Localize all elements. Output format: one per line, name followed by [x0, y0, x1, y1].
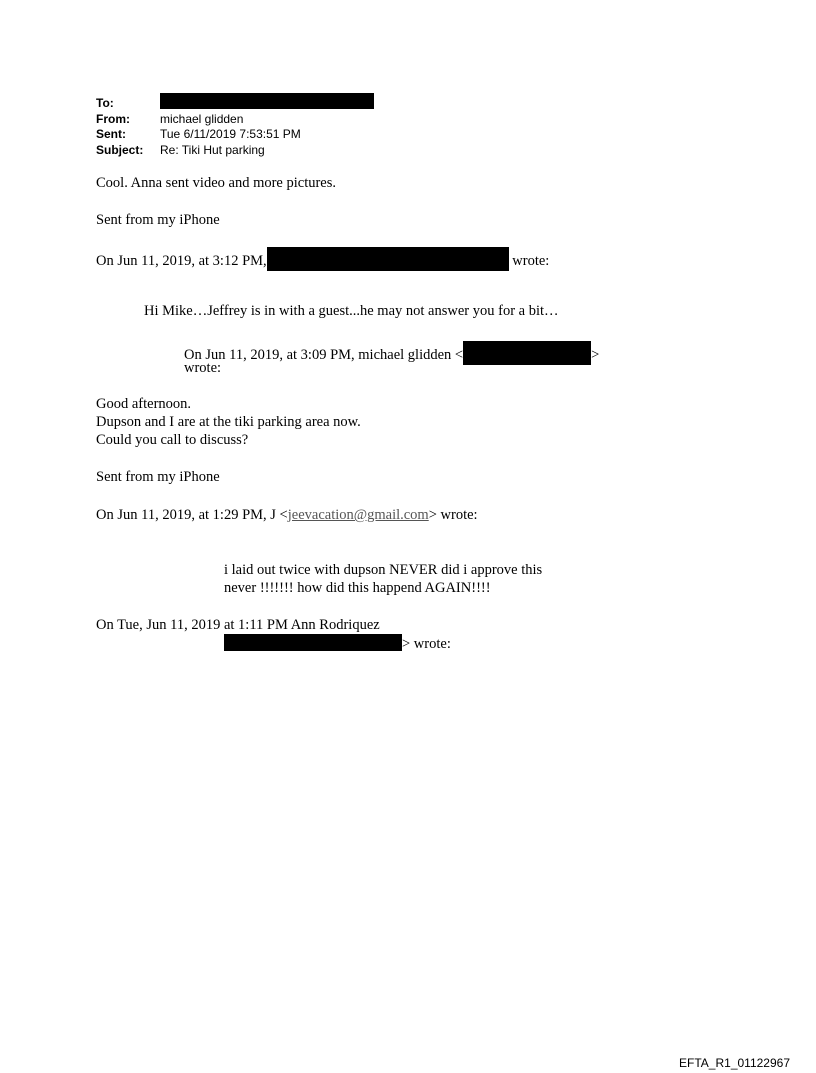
- message-3-line2: Dupson and I are at the tiki parking area now.: [96, 414, 361, 430]
- sent-value: Tue 6/11/2019 7:53:51 PM: [160, 127, 301, 141]
- email-link[interactable]: jeevacation@gmail.com: [287, 507, 429, 523]
- quote4-redaction: [224, 634, 402, 651]
- message-3-line1: Good afternoon.: [96, 396, 192, 412]
- signature-1: Sent from my iPhone: [96, 212, 220, 228]
- from-label: From:: [96, 111, 130, 126]
- document-id: EFTA_R1_01122967: [679, 1056, 790, 1070]
- quote3-prefix: On Jun 11, 2019, at 1:29 PM, J <: [96, 507, 288, 523]
- message-4-line1: i laid out twice with dupson NEVER did i approve this: [224, 562, 543, 578]
- to-label: To:: [96, 96, 114, 110]
- header-subject-row: [96, 143, 374, 159]
- quote1-redaction: [267, 247, 509, 271]
- quote2-wrote: wrote:: [184, 360, 222, 376]
- quote4-suffix: > wrote:: [402, 636, 451, 652]
- quote4-line1: On Tue, Jun 11, 2019 at 1:11 PM Ann Rodriquez: [96, 617, 380, 633]
- sent-label: Sent:: [96, 127, 126, 141]
- quote1-prefix: On Jun 11, 2019, at 3:12 PM,: [96, 253, 267, 269]
- quote2-redaction: [463, 341, 591, 365]
- quote2-prefix: On Jun 11, 2019, at 3:09 PM, michael glidden <: [184, 347, 464, 363]
- quote3-header: [96, 506, 478, 524]
- email-header: [96, 96, 374, 158]
- to-redaction: [160, 93, 374, 109]
- quote1-suffix: wrote:: [512, 253, 550, 269]
- header-from-row: [96, 112, 374, 128]
- quote2-suffix: >: [591, 347, 600, 363]
- message-3-line3: Could you call to discuss?: [96, 432, 249, 448]
- header-sent-row: [96, 127, 374, 143]
- header-to-row: [96, 96, 374, 112]
- quote4-line2: [224, 634, 451, 653]
- message-4-line2: never !!!!!!! how did this happend AGAIN!!!!: [224, 580, 491, 596]
- signature-2: Sent from my iPhone: [96, 469, 220, 485]
- quote1-header: [96, 247, 549, 271]
- body-line1: Cool. Anna sent video and more pictures.: [96, 175, 337, 191]
- subject-label: Subject:: [96, 142, 144, 157]
- from-value: michael glidden: [160, 111, 244, 126]
- quote3-suffix: > wrote:: [428, 507, 478, 523]
- subject-value: Re: Tiki Hut parking: [160, 142, 265, 157]
- message-2: Hi Mike…Jeffrey is in with a guest...he may not answer you for a bit…: [144, 303, 559, 319]
- quote2-header: [184, 341, 599, 365]
